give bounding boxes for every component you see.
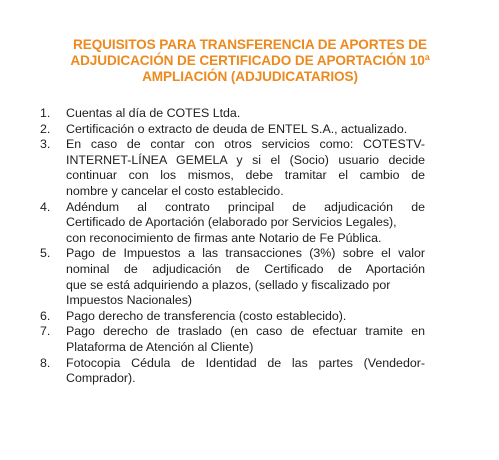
requirement-text [66, 106, 425, 122]
title-line: ADJUDICACIÓN DE CERTIFICADO DE APORTACIÓN 10ª [70, 53, 430, 68]
requirement-number: 7. [40, 324, 51, 339]
requirement-number: 4. [40, 199, 51, 214]
requirement-line: con reconocimiento de firmas ante Notario de Fe Pública. [66, 230, 382, 245]
requirement-text [66, 246, 425, 308]
requirement-text [66, 309, 425, 325]
document-title [30, 37, 470, 85]
requirement-item [40, 122, 425, 138]
requirement-number: 6. [40, 308, 51, 323]
requirement-item [40, 106, 425, 122]
requirement-line: nombre y cancelar el costo establecido. [66, 183, 284, 198]
requirement-line: Fotocopia Cédula de Identidad de las partes (Vendedor- [66, 355, 425, 370]
requirement-text [66, 137, 425, 199]
requirement-line: Impuestos Nacionales) [66, 293, 193, 308]
requirement-number: 3. [40, 137, 51, 152]
requirement-line: Certificado de Aportación (elaborado por Servicios Legales), [66, 215, 397, 230]
requirement-item [40, 246, 425, 308]
requirement-item [40, 309, 425, 325]
requirement-number: 8. [40, 355, 51, 370]
requirement-line: Certificación o extracto de deuda de ENTEL S.A., actualizado. [66, 121, 408, 136]
requirement-line: Plataforma de Atención al Cliente) [66, 339, 254, 354]
requirement-text [66, 356, 425, 387]
requirement-item [40, 356, 425, 387]
requirement-line: nominal de adjudicación de Certificado de Aportación [66, 261, 425, 276]
requirement-item [40, 137, 425, 199]
requirement-item [40, 200, 425, 247]
title-line: AMPLIACIÓN (ADJUDICATARIOS) [142, 69, 358, 84]
requirements-list [40, 106, 425, 387]
requirement-text [66, 200, 425, 247]
requirement-line: En caso de contar con otros servicios como: COTESTV- [66, 137, 425, 152]
requirement-line: Cuentas al día de COTES Ltda. [66, 106, 241, 120]
requirement-number: 5. [40, 246, 51, 261]
title-line: REQUISITOS PARA TRANSFERENCIA DE APORTES DE [73, 37, 427, 52]
requirement-line: Pago derecho de traslado (en caso de efectuar tramite en [66, 324, 425, 339]
requirement-line: Pago derecho de transferencia (costo establecido). [66, 308, 347, 323]
requirement-number: 1. [40, 106, 51, 120]
requirement-number: 2. [40, 121, 51, 136]
requirement-line: Comprador). [66, 371, 136, 386]
requirement-line: INTERNET-LÍNEA GEMELA y si el (Socio) usuario decide [66, 152, 425, 167]
requirement-line: continuar con los mismos, debe tramitar el cambio de [66, 168, 425, 183]
requirement-line: que se está adquiriendo a plazos, (sellado y fiscalizado por [66, 277, 391, 292]
requirement-line: Adéndum al contrato principal de adjudicación de [66, 199, 425, 214]
requirement-item [40, 324, 425, 355]
requirement-text [66, 324, 425, 355]
requirement-text [66, 122, 425, 138]
requirement-line: Pago de Impuestos a las transacciones (3%) sobre el valor [66, 246, 425, 261]
